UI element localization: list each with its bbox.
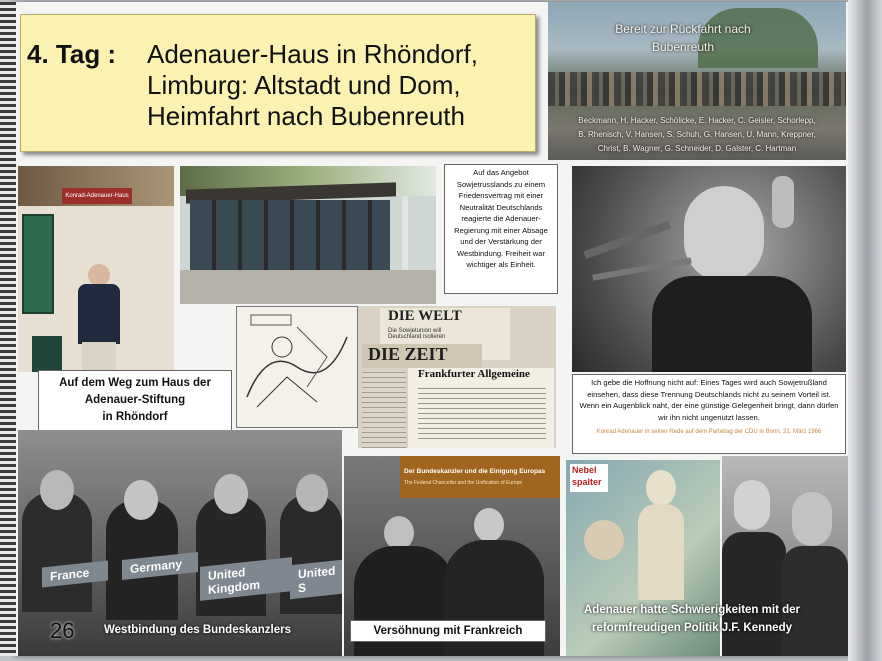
faz-masthead: Frankfurter Allgemeine bbox=[418, 368, 530, 380]
magazine-title: Nebel spalter bbox=[572, 465, 602, 487]
flag-united-states: United S bbox=[290, 559, 342, 600]
title-line-1: Adenauer-Haus in Rhöndorf, bbox=[147, 39, 478, 69]
title-lines bbox=[147, 39, 478, 132]
die-zeit-masthead: DIE ZEIT bbox=[368, 344, 448, 364]
title-box bbox=[20, 14, 536, 152]
adenauer-speech-photo bbox=[572, 166, 846, 372]
flag-germany: Germany bbox=[122, 552, 198, 580]
quote-text: Ich gebe die Hoffnung nicht auf: Eines Tages wird auch Sowjetrußland einsehen, dass diese Trennung Deutschlands nicht zu seinem Vorteil ist. Wenn ein Augenblick naht, der eine günstige Gelegenheit bringt, dann dürfen wir ihn nicht ungenutzt lassen. bbox=[579, 378, 839, 422]
spiral-binding bbox=[0, 2, 16, 656]
page-number: 26 bbox=[50, 618, 75, 643]
caption-haus-line-2: Adenauer-Stiftung bbox=[84, 394, 186, 406]
die-welt-masthead: DIE WELT bbox=[388, 308, 462, 324]
title-line-3: Heimfahrt nach Bubenreuth bbox=[147, 101, 465, 131]
angebot-text: Auf das Angebot Sowjetrusslands zu einem Friedensvertrag mit einer Neutralität Deutschlands reagierte die Adenauer-Regierung mit einer Absage und der Verstärkung der Westbindung. Freiheit war wichtiger als Einheit. bbox=[454, 168, 548, 269]
caption-haus-line-3: in Rhöndorf bbox=[102, 411, 168, 423]
flag-united-kingdom: United Kingdom bbox=[200, 557, 292, 601]
cartoon-photo bbox=[236, 306, 358, 428]
caption-versoehnung bbox=[350, 620, 546, 642]
adenauer-haus-sign: Konrad-Adenauer-Haus bbox=[62, 188, 132, 204]
quote-source: Konrad Adenauer in seiner Rede auf dem Parteitag der CDU in Bonn, 21. März 1966 bbox=[596, 429, 822, 435]
exhibit-title: Der Bundeskanzler und die Einigung Europas bbox=[404, 468, 546, 475]
caption-versoehnung-text: Versöhnung mit Frankreich bbox=[373, 625, 523, 637]
westbindung-photo bbox=[18, 430, 342, 656]
adenauer-house-photo bbox=[180, 166, 436, 304]
bus-departure-photo bbox=[548, 2, 846, 160]
bus-photo-heading-1: Bereit zur Rückfahrt nach bbox=[615, 22, 751, 36]
visitor-at-sign-photo bbox=[18, 166, 174, 372]
title-line-2: Limburg: Altstadt und Dom, bbox=[147, 70, 461, 100]
bus-photo-names-1: Beckmann, H. Hacker, Schölicke, E. Hacker, C. Geisler, Schorlepp, bbox=[578, 116, 816, 125]
quote-box bbox=[572, 374, 846, 454]
die-welt-headline: Die Sowjetunion will Deutschland isolieren bbox=[388, 328, 446, 340]
bus-photo-names-3: Christ, B. Wagner, G. Schneider, D. Galster, C. Hartman bbox=[597, 144, 797, 153]
caption-kennedy-line-2: reformfreudigen Politik J.F. Kennedy bbox=[591, 622, 792, 634]
caption-haus-line-1: Auf dem Weg zum Haus der bbox=[59, 377, 211, 389]
caption-haus bbox=[38, 370, 232, 432]
caption-kennedy-line-1: Adenauer hatte Schwierigkeiten mit der bbox=[583, 604, 800, 616]
angebot-textbox bbox=[444, 164, 558, 294]
flag-france: France bbox=[42, 561, 108, 588]
bus-photo-heading-2: Bubenreuth bbox=[651, 40, 715, 54]
bus-photo-names-2: B. Rhenisch, V. Hansen, S. Schuh, G. Hansen, U. Mann, Kreppner, bbox=[578, 130, 816, 139]
page-curl bbox=[848, 0, 882, 661]
exhibit-subtitle: The Federal Chancellor and the Unification of Europe bbox=[404, 480, 523, 486]
title-day: 4. Tag : bbox=[27, 39, 117, 69]
newspapers-photo bbox=[358, 306, 556, 448]
caption-westbindung: Westbindung des Bundeskanzlers bbox=[104, 624, 292, 636]
